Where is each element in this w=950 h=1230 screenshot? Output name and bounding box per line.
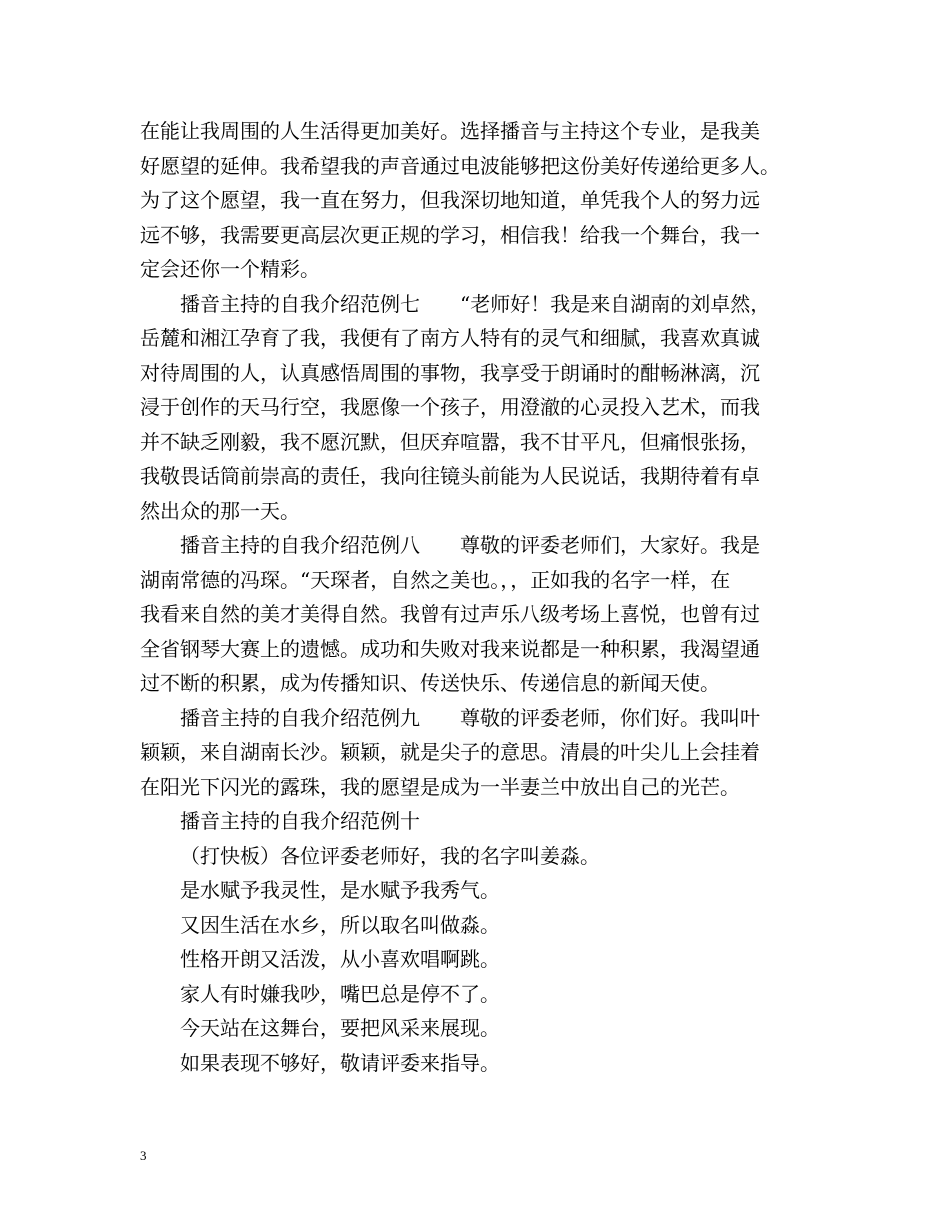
- text-line: 是水赋予我灵性，是水赋予我秀气。: [180, 878, 500, 902]
- text-line: 湖南常德的冯琛。“天琛者，自然之美也。，，正如我的名字一样，在: [140, 567, 731, 592]
- text-line: 我看来自然的美才美得自然。我曾有过声乐八级考场上喜悦，也曾有过: [140, 602, 760, 626]
- text-line: 播音主持的自我介绍范例十: [180, 809, 420, 833]
- text-line: 颖颖，来自湖南长沙。颖颖，就是尖子的意思。清晨的叶尖儿上会挂着: [140, 740, 760, 764]
- text-line: 性格开朗又活泼，从小喜欢唱啊跳。: [180, 947, 500, 971]
- text-line: 对待周围的人，认真感悟周围的事物，我享受于朗诵时的酣畅淋漓，沉: [140, 360, 760, 385]
- body-text: [140, 114, 830, 1080]
- text-line: 又因生活在水乡，所以取名叫做淼。: [180, 912, 500, 937]
- text-line: 然出众的那一天。: [140, 498, 300, 523]
- text-line: 如果表现不够好，敬请评委来指导。: [180, 1050, 500, 1075]
- text-line: 为了这个愿望，我一直在努力，但我深切地知道，单凭我个人的努力远: [140, 188, 760, 212]
- text-line: 岳麓和湘江孕育了我，我便有了南方人特有的灵气和细腻，我喜欢真诚: [140, 326, 760, 350]
- text-line: 浸于创作的天马行空，我愿像一个孩子，用澄澈的心灵投入艺术，而我: [140, 395, 760, 419]
- text-line: 播音主持的自我介绍范例九 尊敬的评委老师，你们好。我叫叶: [180, 705, 760, 730]
- text-line: 并不缺乏刚毅，我不愿沉默，但厌弃喧嚣，我不甘平凡，但痛恨张扬，: [140, 429, 760, 454]
- text-line: 我敬畏话筒前崇高的责任，我向往镜头前能为人民说话，我期待着有卓: [140, 464, 760, 488]
- text-line: 家人有时嫌我吵，嘴巴总是停不了。: [180, 981, 500, 1006]
- text-line: 全省钢琴大赛上的遗憾。成功和失败对我来说都是一种积累，我渴望通: [140, 636, 760, 661]
- text-line: 今天站在这舞台，要把风采来展现。: [180, 1016, 500, 1040]
- text-line: 播音主持的自我介绍范例七 “老师好！我是来自湖南的刘卓然，: [180, 291, 771, 316]
- text-line: 在能让我周围的人生活得更加美好。选择播音与主持这个专业，是我美: [140, 119, 760, 143]
- page-number: 3: [140, 1148, 147, 1163]
- text-line: 远不够，我需要更高层次更正规的学习，相信我！给我一个舞台，我一: [140, 222, 760, 247]
- text-line: 好愿望的延伸。我希望我的声音通过电波能够把这份美好传递给更多人。: [140, 153, 780, 178]
- text-line: 定会还你一个精彩。: [140, 257, 320, 281]
- text-line: （打快板）各位评委老师好，我的名字叫姜淼。: [180, 843, 600, 868]
- text-line: 播音主持的自我介绍范例八 尊敬的评委老师们，大家好。我是: [180, 533, 760, 557]
- text-line: 过不断的积累，成为传播知识、传送快乐、传递信息的新闻天使。: [140, 671, 720, 695]
- text-line: 在阳光下闪光的露珠，我的愿望是成为一半妻兰中放出自己的光芒。: [140, 774, 740, 799]
